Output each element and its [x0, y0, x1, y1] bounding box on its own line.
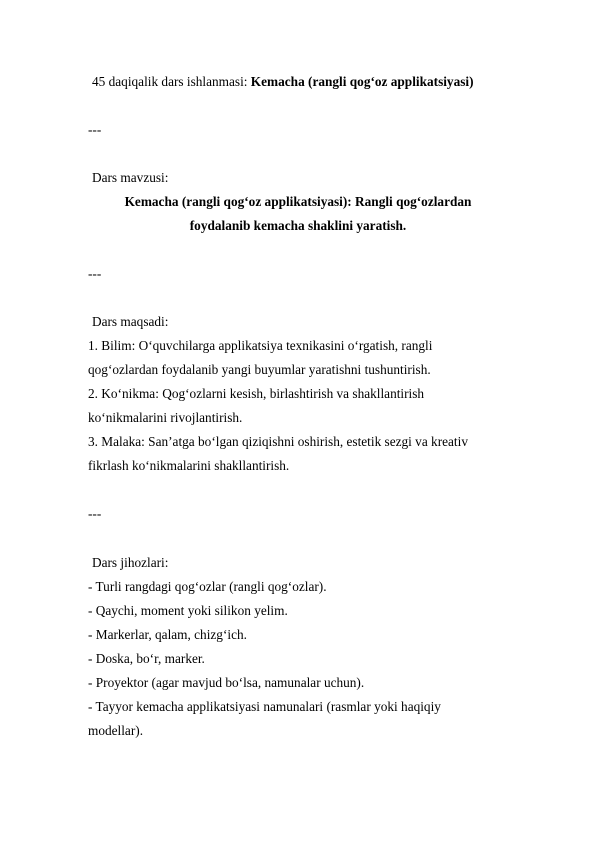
intro-title: Kemacha (rangli qog‘oz applikatsiyasi)	[250, 74, 474, 89]
equipment-line-2: - Qaychi, moment yoki silikon yelim.	[88, 603, 288, 618]
separator-3: ---	[88, 506, 102, 521]
equipment-line-3: - Markerlar, qalam, chizg‘ich.	[88, 627, 247, 642]
separator-2: ---	[88, 266, 102, 281]
goals-line-4: ko‘nikmalarini rivojlantirish.	[88, 410, 243, 425]
equipment-line-6: - Tayyor kemacha applikatsiyasi namunalari (rasmlar yoki haqiqiy	[88, 699, 441, 714]
equipment-line-7: modellar).	[88, 723, 144, 738]
goals-line-3: 2. Ko‘nikma: Qog‘ozlarni kesish, birlashtirish va shakllantirish	[88, 386, 425, 401]
equipment-line-1: - Turli rangdagi qog‘ozlar (rangli qog‘ozlar).	[88, 579, 327, 594]
separator-1: ---	[88, 122, 102, 137]
goals-line-5: 3. Malaka: San’atga bo‘lgan qiziqishni oshirish, estetik sezgi va kreativ	[88, 434, 468, 449]
topic-line-2: foydalanib kemacha shaklini yaratish.	[189, 218, 407, 233]
equipment-line-4: - Doska, bo‘r, marker.	[88, 651, 205, 666]
equipment-heading: Dars jihozlari:	[92, 555, 169, 570]
goals-line-6: fikrlash ko‘nikmalarini shakllantirish.	[88, 458, 290, 473]
goals-heading: Dars maqsadi:	[92, 314, 169, 329]
intro-prefix: 45 daqiqalik dars ishlanmasi:	[92, 74, 251, 89]
goals-line-1: 1. Bilim: O‘quvchilarga applikatsiya texnikasini o‘rgatish, rangli	[88, 338, 433, 353]
intro-line	[92, 74, 474, 90]
goals-line-2: qog‘ozlardan foydalanib yangi buyumlar yaratishni tushuntirish.	[88, 362, 431, 377]
equipment-line-5: - Proyektor (agar mavjud bo‘lsa, namunalar uchun).	[88, 675, 365, 690]
topic-heading: Dars mavzusi:	[92, 170, 169, 185]
topic-line-1: Kemacha (rangli qog‘oz applikatsiyasi): Rangli qog‘ozlardan	[124, 194, 472, 209]
